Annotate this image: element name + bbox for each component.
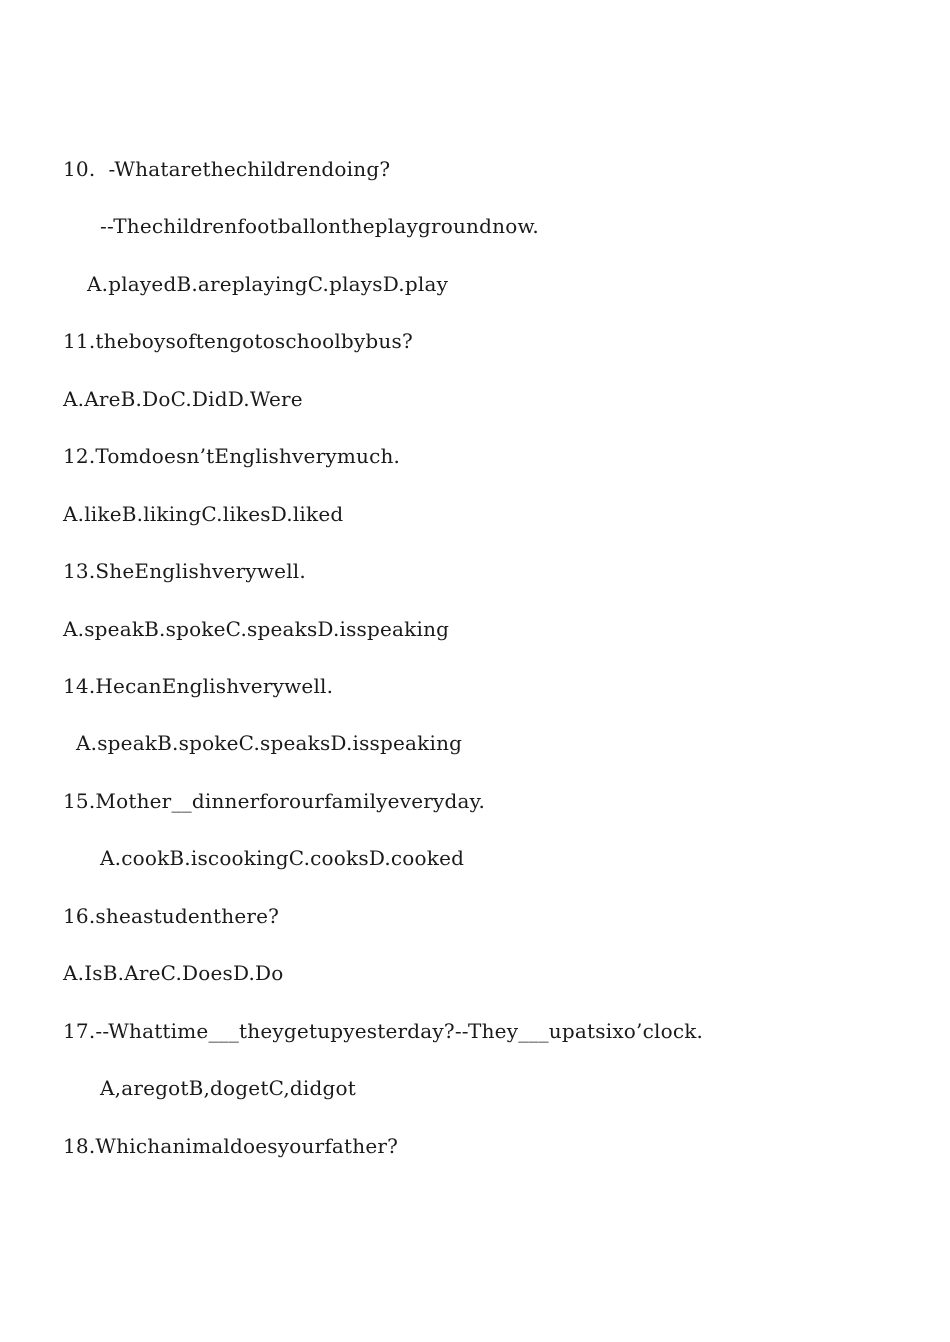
options-12: A.likeB.likingC.likesD.liked	[63, 502, 344, 526]
question-13: 13.SheEnglishverywell.	[63, 559, 306, 583]
question-15: 15.Mother__dinnerforourfamilyeveryday.	[63, 789, 486, 813]
options-10: A.playedB.areplayingC.playsD.play	[87, 272, 449, 296]
question-12: 12.Tomdoesn’tEnglishverymuch.	[63, 444, 401, 468]
options-17: A,aregotB,dogetC,didgot	[100, 1076, 357, 1100]
question-18: 18.Whichanimaldoesyourfather?	[63, 1134, 399, 1158]
options-15: A.cookB.iscookingC.cooksD.cooked	[100, 846, 465, 870]
question-17: 17.--Whattime___theygetupyesterday?--They___upatsixo’clock.	[63, 1019, 704, 1043]
options-14: A.speakB.spokeC.speaksD.isspeaking	[76, 731, 463, 755]
options-16: A.IsB.AreC.DoesD.Do	[63, 961, 284, 985]
question-11: 11.theboysoftengotoschoolbybus?	[63, 329, 413, 353]
question-10: 10. -Whatarethechildrendoing?	[63, 157, 391, 181]
question-16: 16.sheastudenthere?	[63, 904, 280, 928]
question-10-continuation: --Thechildrenfootballontheplaygroundnow.	[100, 214, 539, 238]
options-11: A.AreB.DoC.DidD.Were	[63, 387, 303, 411]
question-14: 14.HecanEnglishverywell.	[63, 674, 334, 698]
options-13: A.speakB.spokeC.speaksD.isspeaking	[63, 617, 450, 641]
